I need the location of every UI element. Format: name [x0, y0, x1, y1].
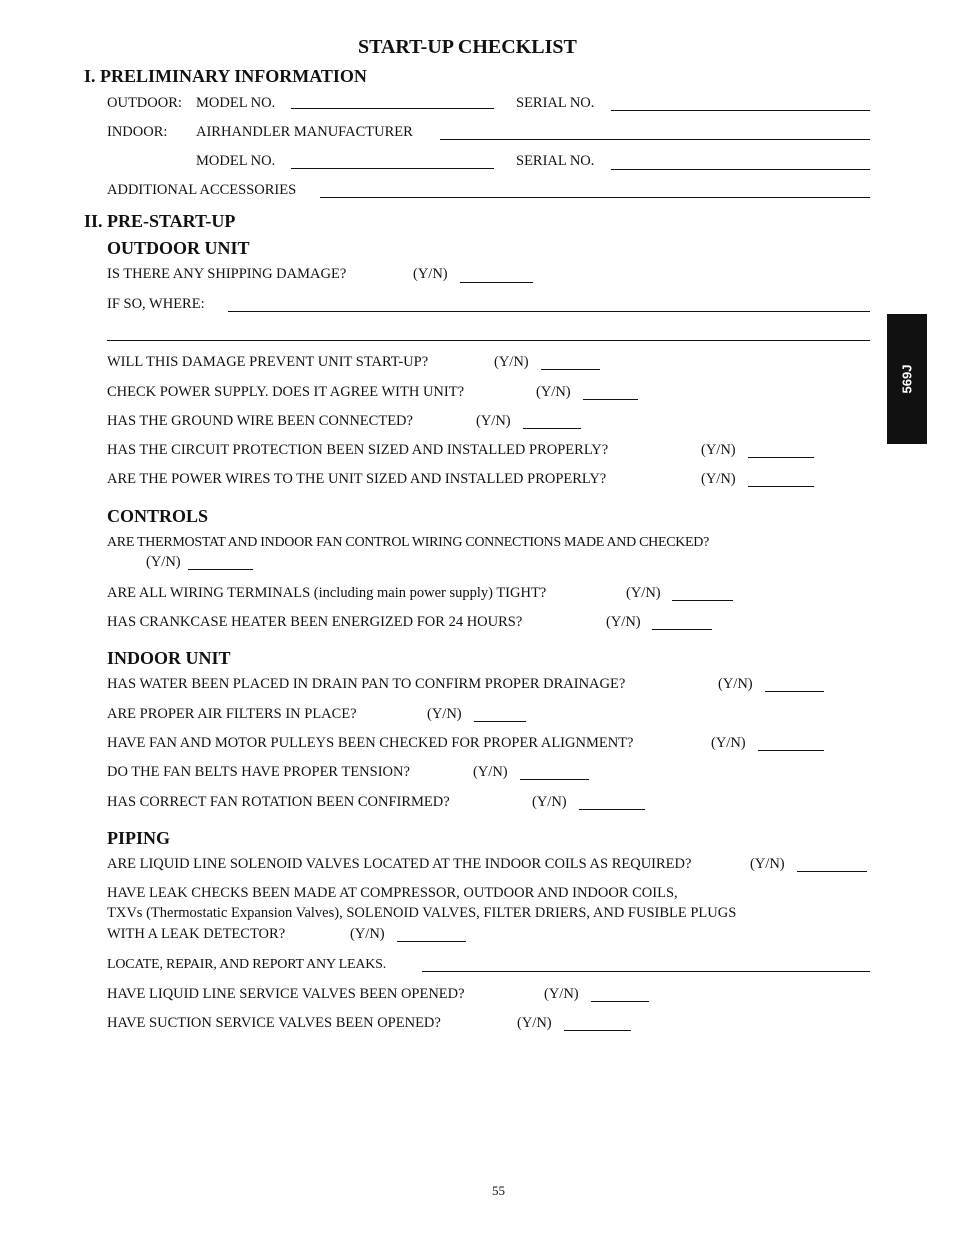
drain-pan-field[interactable]	[765, 691, 824, 692]
suction-valves-yn: (Y/N)	[517, 1015, 552, 1031]
fan-rotation-yn: (Y/N)	[532, 794, 567, 810]
wiring-terminals-yn: (Y/N)	[626, 585, 661, 601]
damage-prevent-yn: (Y/N)	[494, 354, 529, 370]
wiring-terminals-field[interactable]	[672, 600, 733, 601]
crankcase-heater-question: HAS CRANKCASE HEATER BEEN ENERGIZED FOR 24 HOURS?	[107, 614, 523, 630]
drain-pan-question: HAS WATER BEEN PLACED IN DRAIN PAN TO CONFIRM PROPER DRAINAGE?	[107, 676, 626, 692]
outdoor-serial-label: SERIAL NO.	[516, 95, 595, 111]
leak-checks-question-line2: TXVs (Thermostatic Expansion Valves), SOLENOID VALVES, FILTER DRIERS, AND FUSIBLE PLUGS	[107, 905, 737, 921]
report-leaks-question: LOCATE, REPAIR, AND REPORT ANY LEAKS.	[107, 957, 387, 972]
damage-where-field-2[interactable]	[107, 340, 870, 341]
circuit-protection-question: HAS THE CIRCUIT PROTECTION BEEN SIZED AND INSTALLED PROPERLY?	[107, 442, 609, 458]
indoor-model-label: MODEL NO.	[196, 153, 276, 169]
pulley-alignment-yn: (Y/N)	[711, 735, 746, 751]
page-title: START-UP CHECKLIST	[358, 36, 577, 58]
shipping-damage-yn: (Y/N)	[413, 266, 448, 282]
outdoor-unit-heading: OUTDOOR UNIT	[107, 238, 250, 258]
airhandler-field[interactable]	[440, 139, 870, 140]
power-supply-yn: (Y/N)	[536, 384, 571, 400]
shipping-damage-field[interactable]	[460, 282, 533, 283]
ground-wire-question: HAS THE GROUND WIRE BEEN CONNECTED?	[107, 413, 413, 429]
solenoid-valves-question: ARE LIQUID LINE SOLENOID VALVES LOCATED AT THE INDOOR COILS AS REQUIRED?	[107, 856, 692, 872]
report-leaks-field[interactable]	[422, 971, 870, 972]
section-prestartup-heading: II. PRE-START-UP	[84, 211, 236, 231]
damage-where-question: IF SO, WHERE:	[107, 296, 205, 312]
indoor-serial-label: SERIAL NO.	[516, 153, 595, 169]
thermostat-wiring-question: ARE THERMOSTAT AND INDOOR FAN CONTROL WIRING CONNECTIONS MADE AND CHECKED?	[107, 535, 710, 550]
accessories-label: ADDITIONAL ACCESSORIES	[107, 182, 297, 198]
suction-valves-question: HAVE SUCTION SERVICE VALVES BEEN OPENED?	[107, 1015, 441, 1031]
ground-wire-yn: (Y/N)	[476, 413, 511, 429]
circuit-protection-yn: (Y/N)	[701, 442, 736, 458]
solenoid-valves-field[interactable]	[797, 871, 867, 872]
suction-valves-field[interactable]	[564, 1030, 631, 1031]
page-number: 55	[492, 1183, 505, 1198]
controls-heading: CONTROLS	[107, 506, 209, 526]
thermostat-wiring-field[interactable]	[188, 569, 253, 570]
power-wires-question: ARE THE POWER WIRES TO THE UNIT SIZED AND INSTALLED PROPERLY?	[107, 471, 607, 487]
thermostat-wiring-yn: (Y/N)	[146, 554, 181, 570]
fan-rotation-question: HAS CORRECT FAN ROTATION BEEN CONFIRMED?	[107, 794, 450, 810]
crankcase-heater-field[interactable]	[652, 629, 712, 630]
damage-prevent-field[interactable]	[541, 369, 600, 370]
piping-heading: PIPING	[107, 828, 170, 848]
ground-wire-field[interactable]	[523, 428, 581, 429]
power-wires-yn: (Y/N)	[701, 471, 736, 487]
fan-belts-field[interactable]	[520, 779, 589, 780]
circuit-protection-field[interactable]	[748, 457, 814, 458]
damage-prevent-question: WILL THIS DAMAGE PREVENT UNIT START-UP?	[107, 354, 429, 370]
leak-checks-yn: (Y/N)	[350, 926, 385, 942]
pulley-alignment-field[interactable]	[758, 750, 824, 751]
shipping-damage-question: IS THERE ANY SHIPPING DAMAGE?	[107, 266, 347, 282]
liquid-line-valves-field[interactable]	[591, 1001, 649, 1002]
section-preliminary-heading: I. PRELIMINARY INFORMATION	[84, 66, 367, 86]
fan-belts-question: DO THE FAN BELTS HAVE PROPER TENSION?	[107, 764, 410, 780]
power-wires-field[interactable]	[748, 486, 814, 487]
leak-checks-question-line3: WITH A LEAK DETECTOR?	[107, 926, 286, 942]
fan-belts-yn: (Y/N)	[473, 764, 508, 780]
liquid-line-valves-yn: (Y/N)	[544, 986, 579, 1002]
accessories-field[interactable]	[320, 197, 870, 198]
drain-pan-yn: (Y/N)	[718, 676, 753, 692]
outdoor-model-label: MODEL NO.	[196, 95, 276, 111]
damage-where-field[interactable]	[228, 311, 870, 312]
outdoor-serial-field[interactable]	[611, 110, 870, 111]
solenoid-valves-yn: (Y/N)	[750, 856, 785, 872]
outdoor-label: OUTDOOR:	[107, 95, 182, 111]
airhandler-label: AIRHANDLER MANUFACTURER	[196, 124, 413, 140]
indoor-label: INDOOR:	[107, 124, 168, 140]
leak-checks-question-line1: HAVE LEAK CHECKS BEEN MADE AT COMPRESSOR, OUTDOOR AND INDOOR COILS,	[107, 885, 678, 901]
air-filters-field[interactable]	[474, 721, 526, 722]
indoor-serial-field[interactable]	[611, 169, 870, 170]
air-filters-yn: (Y/N)	[427, 706, 462, 722]
air-filters-question: ARE PROPER AIR FILTERS IN PLACE?	[107, 706, 357, 722]
side-tab-model	[887, 314, 927, 444]
side-tab-label: 569J	[899, 364, 915, 394]
wiring-terminals-question: ARE ALL WIRING TERMINALS (including main power supply) TIGHT?	[107, 585, 547, 601]
leak-checks-field[interactable]	[397, 941, 466, 942]
pulley-alignment-question: HAVE FAN AND MOTOR PULLEYS BEEN CHECKED FOR PROPER ALIGNMENT?	[107, 735, 634, 751]
indoor-unit-heading: INDOOR UNIT	[107, 648, 231, 668]
power-supply-question: CHECK POWER SUPPLY. DOES IT AGREE WITH UNIT?	[107, 384, 465, 400]
outdoor-model-field[interactable]	[291, 108, 494, 109]
indoor-model-field[interactable]	[291, 168, 494, 169]
power-supply-field[interactable]	[583, 399, 638, 400]
fan-rotation-field[interactable]	[579, 809, 645, 810]
crankcase-heater-yn: (Y/N)	[606, 614, 641, 630]
liquid-line-valves-question: HAVE LIQUID LINE SERVICE VALVES BEEN OPENED?	[107, 986, 465, 1002]
